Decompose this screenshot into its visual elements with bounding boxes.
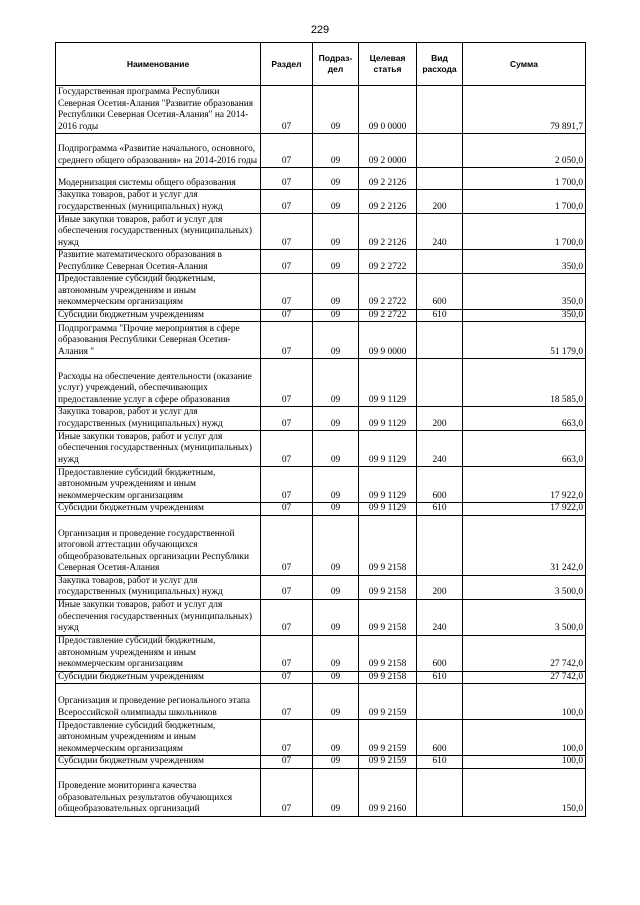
row-amount: 51 179,0 (463, 322, 586, 359)
header-section: Раздел (261, 43, 313, 86)
row-amount: 79 891,7 (463, 86, 586, 134)
row-expense-type: 610 (417, 756, 463, 769)
table-row (56, 274, 586, 310)
row-name: Предоставление субсидий бюджетным, автономным учреждениям и иным некоммерческим организациям (56, 635, 261, 671)
header-subsection: Подраз- дел (313, 43, 359, 86)
row-section: 07 (261, 575, 313, 599)
row-expense-type: 200 (417, 407, 463, 431)
table-row (56, 756, 586, 769)
row-name: Закупка товаров, работ и услуг для государственных (муниципальных) нужд (56, 407, 261, 431)
row-expense-type (417, 134, 463, 168)
row-expense-type: 200 (417, 575, 463, 599)
row-expense-type: 240 (417, 431, 463, 467)
row-expense-type: 600 (417, 467, 463, 503)
header-name: Наименование (56, 43, 261, 86)
table-row (56, 431, 586, 467)
row-target: 09 2 2126 (359, 190, 417, 214)
row-amount: 3 500,0 (463, 599, 586, 635)
row-amount: 100,0 (463, 720, 586, 756)
row-section: 07 (261, 635, 313, 671)
row-section: 07 (261, 720, 313, 756)
row-target: 09 9 1129 (359, 431, 417, 467)
row-target: 09 9 2160 (359, 768, 417, 816)
row-expense-type: 610 (417, 503, 463, 516)
row-target: 09 9 2158 (359, 515, 417, 575)
row-subsection: 09 (313, 503, 359, 516)
row-name: Развитие математического образования в Республике Северная Осетия-Алания (56, 250, 261, 274)
row-name: Иные закупки товаров, работ и услуг для обеспечения государственных (муниципальных) нужд (56, 214, 261, 250)
row-name: Предоставление субсидий бюджетным, автономным учреждениям и иным некоммерческим организациям (56, 720, 261, 756)
table-row (56, 768, 586, 816)
row-section: 07 (261, 503, 313, 516)
row-section: 07 (261, 274, 313, 310)
row-subsection: 09 (313, 322, 359, 359)
row-amount: 350,0 (463, 274, 586, 310)
row-expense-type: 600 (417, 635, 463, 671)
row-name: Субсидии бюджетным учреждениям (56, 756, 261, 769)
row-target: 09 2 2126 (359, 214, 417, 250)
header-expense-type: Вид расхода (417, 43, 463, 86)
row-expense-type (417, 250, 463, 274)
row-subsection: 09 (313, 684, 359, 720)
row-amount: 27 742,0 (463, 635, 586, 671)
row-expense-type (417, 768, 463, 816)
row-section: 07 (261, 756, 313, 769)
table-row (56, 309, 586, 322)
row-subsection: 09 (313, 168, 359, 190)
row-section: 07 (261, 214, 313, 250)
row-target: 09 9 2158 (359, 671, 417, 684)
header-row (56, 43, 586, 86)
row-section: 07 (261, 768, 313, 816)
table-row (56, 190, 586, 214)
row-name: Подпрограмма «Развитие начального, основного, среднего общего образования» на 2014-2016 годы (56, 134, 261, 168)
row-name: Закупка товаров, работ и услуг для государственных (муниципальных) нужд (56, 190, 261, 214)
table-row (56, 214, 586, 250)
row-target: 09 2 2722 (359, 250, 417, 274)
row-amount: 350,0 (463, 309, 586, 322)
row-section: 07 (261, 190, 313, 214)
row-expense-type: 600 (417, 720, 463, 756)
row-expense-type: 600 (417, 274, 463, 310)
row-amount: 100,0 (463, 684, 586, 720)
row-section: 07 (261, 86, 313, 134)
row-target: 09 9 2159 (359, 756, 417, 769)
row-expense-type: 240 (417, 214, 463, 250)
row-section: 07 (261, 431, 313, 467)
row-name: Субсидии бюджетным учреждениям (56, 309, 261, 322)
row-subsection: 09 (313, 635, 359, 671)
row-target: 09 9 2158 (359, 635, 417, 671)
row-target: 09 9 1129 (359, 359, 417, 407)
row-expense-type (417, 359, 463, 407)
row-amount: 663,0 (463, 407, 586, 431)
row-subsection: 09 (313, 599, 359, 635)
row-name: Субсидии бюджетным учреждениям (56, 671, 261, 684)
row-section: 07 (261, 309, 313, 322)
row-subsection: 09 (313, 768, 359, 816)
row-name: Иные закупки товаров, работ и услуг для обеспечения государственных (муниципальных) нужд (56, 599, 261, 635)
row-expense-type: 200 (417, 190, 463, 214)
table-row (56, 515, 586, 575)
row-amount: 100,0 (463, 756, 586, 769)
row-name: Предоставление субсидий бюджетным, автономным учреждениям и иным некоммерческим организациям (56, 274, 261, 310)
row-expense-type: 610 (417, 671, 463, 684)
row-name: Организация и проведение регионального этапа Всероссийской олимпиады школьников (56, 684, 261, 720)
row-expense-type (417, 322, 463, 359)
row-target: 09 9 2158 (359, 575, 417, 599)
row-section: 07 (261, 134, 313, 168)
page-number: 229 (310, 24, 330, 36)
row-target: 09 9 1129 (359, 503, 417, 516)
row-expense-type (417, 684, 463, 720)
row-subsection: 09 (313, 671, 359, 684)
row-expense-type (417, 515, 463, 575)
row-amount: 1 700,0 (463, 214, 586, 250)
row-target: 09 2 2722 (359, 309, 417, 322)
table-row (56, 575, 586, 599)
row-expense-type: 240 (417, 599, 463, 635)
row-subsection: 09 (313, 575, 359, 599)
table-row (56, 134, 586, 168)
table-row (56, 720, 586, 756)
table-body (56, 86, 586, 817)
row-target: 09 2 2722 (359, 274, 417, 310)
row-subsection: 09 (313, 86, 359, 134)
row-amount: 31 242,0 (463, 515, 586, 575)
row-name: Организация и проведение государственной итоговой аттестации обучающихся общеобразовательных организации Республики Северная Осетия-Алания (56, 515, 261, 575)
row-section: 07 (261, 515, 313, 575)
row-expense-type (417, 168, 463, 190)
row-name: Расходы на обеспечение деятельности (оказание услуг) учреждений, обеспечивающих предоставление услуг в сфере образования (56, 359, 261, 407)
row-subsection: 09 (313, 274, 359, 310)
row-target: 09 9 0000 (359, 322, 417, 359)
row-target: 09 9 1129 (359, 467, 417, 503)
row-subsection: 09 (313, 431, 359, 467)
row-section: 07 (261, 684, 313, 720)
row-subsection: 09 (313, 515, 359, 575)
row-subsection: 09 (313, 467, 359, 503)
row-target: 09 9 2159 (359, 684, 417, 720)
row-amount: 18 585,0 (463, 359, 586, 407)
table-row (56, 407, 586, 431)
row-name: Государственная программа Республики Северная Осетия-Алания "Развитие образования Республики Северная Осетия-Алания" на 2014-2016 годы (56, 86, 261, 134)
row-subsection: 09 (313, 756, 359, 769)
row-name: Иные закупки товаров, работ и услуг для обеспечения государственных (муниципальных) нужд (56, 431, 261, 467)
row-name: Модернизация системы общего образования (56, 168, 261, 190)
table-row (56, 635, 586, 671)
row-amount: 1 700,0 (463, 190, 586, 214)
row-subsection: 09 (313, 720, 359, 756)
row-section: 07 (261, 671, 313, 684)
row-subsection: 09 (313, 309, 359, 322)
row-subsection: 09 (313, 214, 359, 250)
row-target: 09 9 2158 (359, 599, 417, 635)
row-section: 07 (261, 322, 313, 359)
row-target: 09 9 2159 (359, 720, 417, 756)
table-header (56, 43, 586, 86)
row-subsection: 09 (313, 190, 359, 214)
row-section: 07 (261, 250, 313, 274)
row-section: 07 (261, 467, 313, 503)
table-row (56, 503, 586, 516)
table-row (56, 359, 586, 407)
table-row (56, 599, 586, 635)
row-subsection: 09 (313, 250, 359, 274)
row-target: 09 2 2126 (359, 168, 417, 190)
row-amount: 1 700,0 (463, 168, 586, 190)
row-section: 07 (261, 359, 313, 407)
row-amount: 2 050,0 (463, 134, 586, 168)
row-section: 07 (261, 599, 313, 635)
row-subsection: 09 (313, 134, 359, 168)
table-row (56, 322, 586, 359)
row-target: 09 9 1129 (359, 407, 417, 431)
row-amount: 17 922,0 (463, 503, 586, 516)
row-amount: 350,0 (463, 250, 586, 274)
row-target: 09 2 0000 (359, 134, 417, 168)
table-row (56, 250, 586, 274)
header-amount: Сумма (463, 43, 586, 86)
row-subsection: 09 (313, 407, 359, 431)
table-row (56, 671, 586, 684)
row-section: 07 (261, 407, 313, 431)
row-name: Предоставление субсидий бюджетным, автономным учреждениям и иным некоммерческим организациям (56, 467, 261, 503)
row-name: Закупка товаров, работ и услуг для государственных (муниципальных) нужд (56, 575, 261, 599)
table-row (56, 168, 586, 190)
row-target: 09 0 0000 (359, 86, 417, 134)
table-row (56, 684, 586, 720)
row-name: Проведение мониторинга качества образовательных результатов обучающихся общеобразовательных организаций (56, 768, 261, 816)
row-amount: 3 500,0 (463, 575, 586, 599)
header-target: Целевая статья (359, 43, 417, 86)
row-subsection: 09 (313, 359, 359, 407)
row-amount: 27 742,0 (463, 671, 586, 684)
row-expense-type (417, 86, 463, 134)
row-name: Подпрограмма "Прочие мероприятия в сфере образования Республики Северная Осетия-Алания " (56, 322, 261, 359)
row-amount: 17 922,0 (463, 467, 586, 503)
table-row (56, 86, 586, 134)
row-section: 07 (261, 168, 313, 190)
row-amount: 663,0 (463, 431, 586, 467)
row-amount: 150,0 (463, 768, 586, 816)
budget-table (55, 42, 586, 817)
table-row (56, 467, 586, 503)
row-expense-type: 610 (417, 309, 463, 322)
row-name: Субсидии бюджетным учреждениям (56, 503, 261, 516)
